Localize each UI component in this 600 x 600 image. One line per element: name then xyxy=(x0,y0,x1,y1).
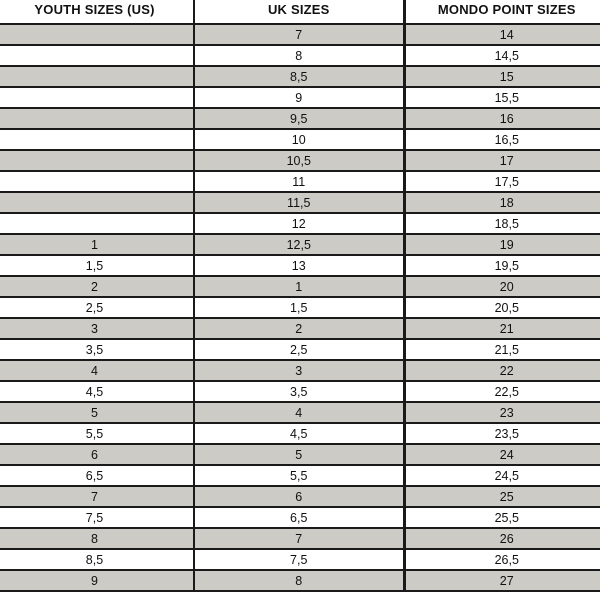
table-row xyxy=(0,549,600,570)
cell-youth-size-us: 6 xyxy=(0,444,194,465)
cell-uk-size: 7,5 xyxy=(194,549,404,570)
table-row xyxy=(0,570,600,591)
table-row xyxy=(0,24,600,45)
cell-youth-size-us: 7 xyxy=(0,486,194,507)
cell-uk-size: 6,5 xyxy=(194,507,404,528)
cell-mondo-point-size: 27 xyxy=(404,570,600,591)
cell-mondo-point-size: 19,5 xyxy=(404,255,600,276)
table-row xyxy=(0,171,600,192)
cell-uk-size: 7 xyxy=(194,24,404,45)
cell-uk-size: 6 xyxy=(194,486,404,507)
cell-youth-size-us xyxy=(0,24,194,45)
cell-mondo-point-size: 24 xyxy=(404,444,600,465)
cell-uk-size: 8 xyxy=(194,45,404,66)
cell-mondo-point-size: 16,5 xyxy=(404,129,600,150)
cell-mondo-point-size: 18 xyxy=(404,192,600,213)
cell-youth-size-us: 2 xyxy=(0,276,194,297)
table-row xyxy=(0,444,600,465)
cell-youth-size-us: 8 xyxy=(0,528,194,549)
cell-mondo-point-size: 16 xyxy=(404,108,600,129)
cell-youth-size-us: 3,5 xyxy=(0,339,194,360)
table-row xyxy=(0,318,600,339)
cell-uk-size: 4,5 xyxy=(194,423,404,444)
cell-youth-size-us xyxy=(0,150,194,171)
cell-uk-size: 4 xyxy=(194,402,404,423)
cell-mondo-point-size: 17 xyxy=(404,150,600,171)
cell-uk-size: 8 xyxy=(194,570,404,591)
cell-uk-size: 5,5 xyxy=(194,465,404,486)
table-row xyxy=(0,297,600,318)
table-header xyxy=(0,0,600,24)
cell-mondo-point-size: 21,5 xyxy=(404,339,600,360)
cell-uk-size: 2 xyxy=(194,318,404,339)
table-row xyxy=(0,276,600,297)
table-row xyxy=(0,150,600,171)
cell-youth-size-us xyxy=(0,213,194,234)
cell-youth-size-us: 5 xyxy=(0,402,194,423)
cell-youth-size-us: 1,5 xyxy=(0,255,194,276)
cell-uk-size: 11,5 xyxy=(194,192,404,213)
cell-youth-size-us xyxy=(0,87,194,108)
cell-mondo-point-size: 22 xyxy=(404,360,600,381)
cell-uk-size: 10 xyxy=(194,129,404,150)
header-youth-sizes-us: YOUTH SIZES (US) xyxy=(0,0,194,24)
cell-uk-size: 11 xyxy=(194,171,404,192)
cell-mondo-point-size: 15,5 xyxy=(404,87,600,108)
cell-uk-size: 12 xyxy=(194,213,404,234)
cell-uk-size: 10,5 xyxy=(194,150,404,171)
cell-mondo-point-size: 20,5 xyxy=(404,297,600,318)
cell-mondo-point-size: 26 xyxy=(404,528,600,549)
cell-mondo-point-size: 14 xyxy=(404,24,600,45)
cell-uk-size: 3 xyxy=(194,360,404,381)
cell-uk-size: 9 xyxy=(194,87,404,108)
cell-mondo-point-size: 20 xyxy=(404,276,600,297)
table-row xyxy=(0,339,600,360)
cell-mondo-point-size: 21 xyxy=(404,318,600,339)
cell-uk-size: 1 xyxy=(194,276,404,297)
cell-uk-size: 2,5 xyxy=(194,339,404,360)
table-row xyxy=(0,255,600,276)
table-row xyxy=(0,192,600,213)
cell-youth-size-us: 4,5 xyxy=(0,381,194,402)
table-row xyxy=(0,66,600,87)
cell-mondo-point-size: 25,5 xyxy=(404,507,600,528)
cell-youth-size-us: 1 xyxy=(0,234,194,255)
header-row xyxy=(0,0,600,24)
cell-youth-size-us: 5,5 xyxy=(0,423,194,444)
cell-uk-size: 12,5 xyxy=(194,234,404,255)
cell-mondo-point-size: 19 xyxy=(404,234,600,255)
cell-mondo-point-size: 26,5 xyxy=(404,549,600,570)
cell-uk-size: 9,5 xyxy=(194,108,404,129)
cell-youth-size-us xyxy=(0,129,194,150)
cell-youth-size-us: 8,5 xyxy=(0,549,194,570)
cell-mondo-point-size: 15 xyxy=(404,66,600,87)
table-row xyxy=(0,465,600,486)
table-row xyxy=(0,108,600,129)
cell-youth-size-us xyxy=(0,192,194,213)
cell-mondo-point-size: 22,5 xyxy=(404,381,600,402)
cell-youth-size-us xyxy=(0,171,194,192)
cell-uk-size: 1,5 xyxy=(194,297,404,318)
cell-youth-size-us: 2,5 xyxy=(0,297,194,318)
cell-youth-size-us: 3 xyxy=(0,318,194,339)
table-row xyxy=(0,360,600,381)
cell-uk-size: 7 xyxy=(194,528,404,549)
cell-youth-size-us: 7,5 xyxy=(0,507,194,528)
cell-mondo-point-size: 14,5 xyxy=(404,45,600,66)
table-body xyxy=(0,24,600,591)
table-row xyxy=(0,234,600,255)
table-row xyxy=(0,45,600,66)
table-row xyxy=(0,402,600,423)
cell-uk-size: 3,5 xyxy=(194,381,404,402)
cell-mondo-point-size: 23 xyxy=(404,402,600,423)
cell-mondo-point-size: 18,5 xyxy=(404,213,600,234)
table-row xyxy=(0,486,600,507)
cell-youth-size-us xyxy=(0,66,194,87)
table-row xyxy=(0,507,600,528)
cell-mondo-point-size: 25 xyxy=(404,486,600,507)
table-row xyxy=(0,87,600,108)
table-row xyxy=(0,423,600,444)
cell-uk-size: 5 xyxy=(194,444,404,465)
cell-mondo-point-size: 24,5 xyxy=(404,465,600,486)
cell-mondo-point-size: 23,5 xyxy=(404,423,600,444)
table-row xyxy=(0,381,600,402)
header-mondo-point-sizes: MONDO POINT SIZES xyxy=(404,0,600,24)
table-row xyxy=(0,129,600,150)
cell-uk-size: 13 xyxy=(194,255,404,276)
table-row xyxy=(0,213,600,234)
cell-youth-size-us: 6,5 xyxy=(0,465,194,486)
cell-youth-size-us xyxy=(0,108,194,129)
cell-youth-size-us xyxy=(0,45,194,66)
table-row xyxy=(0,528,600,549)
cell-mondo-point-size: 17,5 xyxy=(404,171,600,192)
cell-youth-size-us: 9 xyxy=(0,570,194,591)
header-uk-sizes: UK SIZES xyxy=(194,0,404,24)
cell-uk-size: 8,5 xyxy=(194,66,404,87)
cell-youth-size-us: 4 xyxy=(0,360,194,381)
